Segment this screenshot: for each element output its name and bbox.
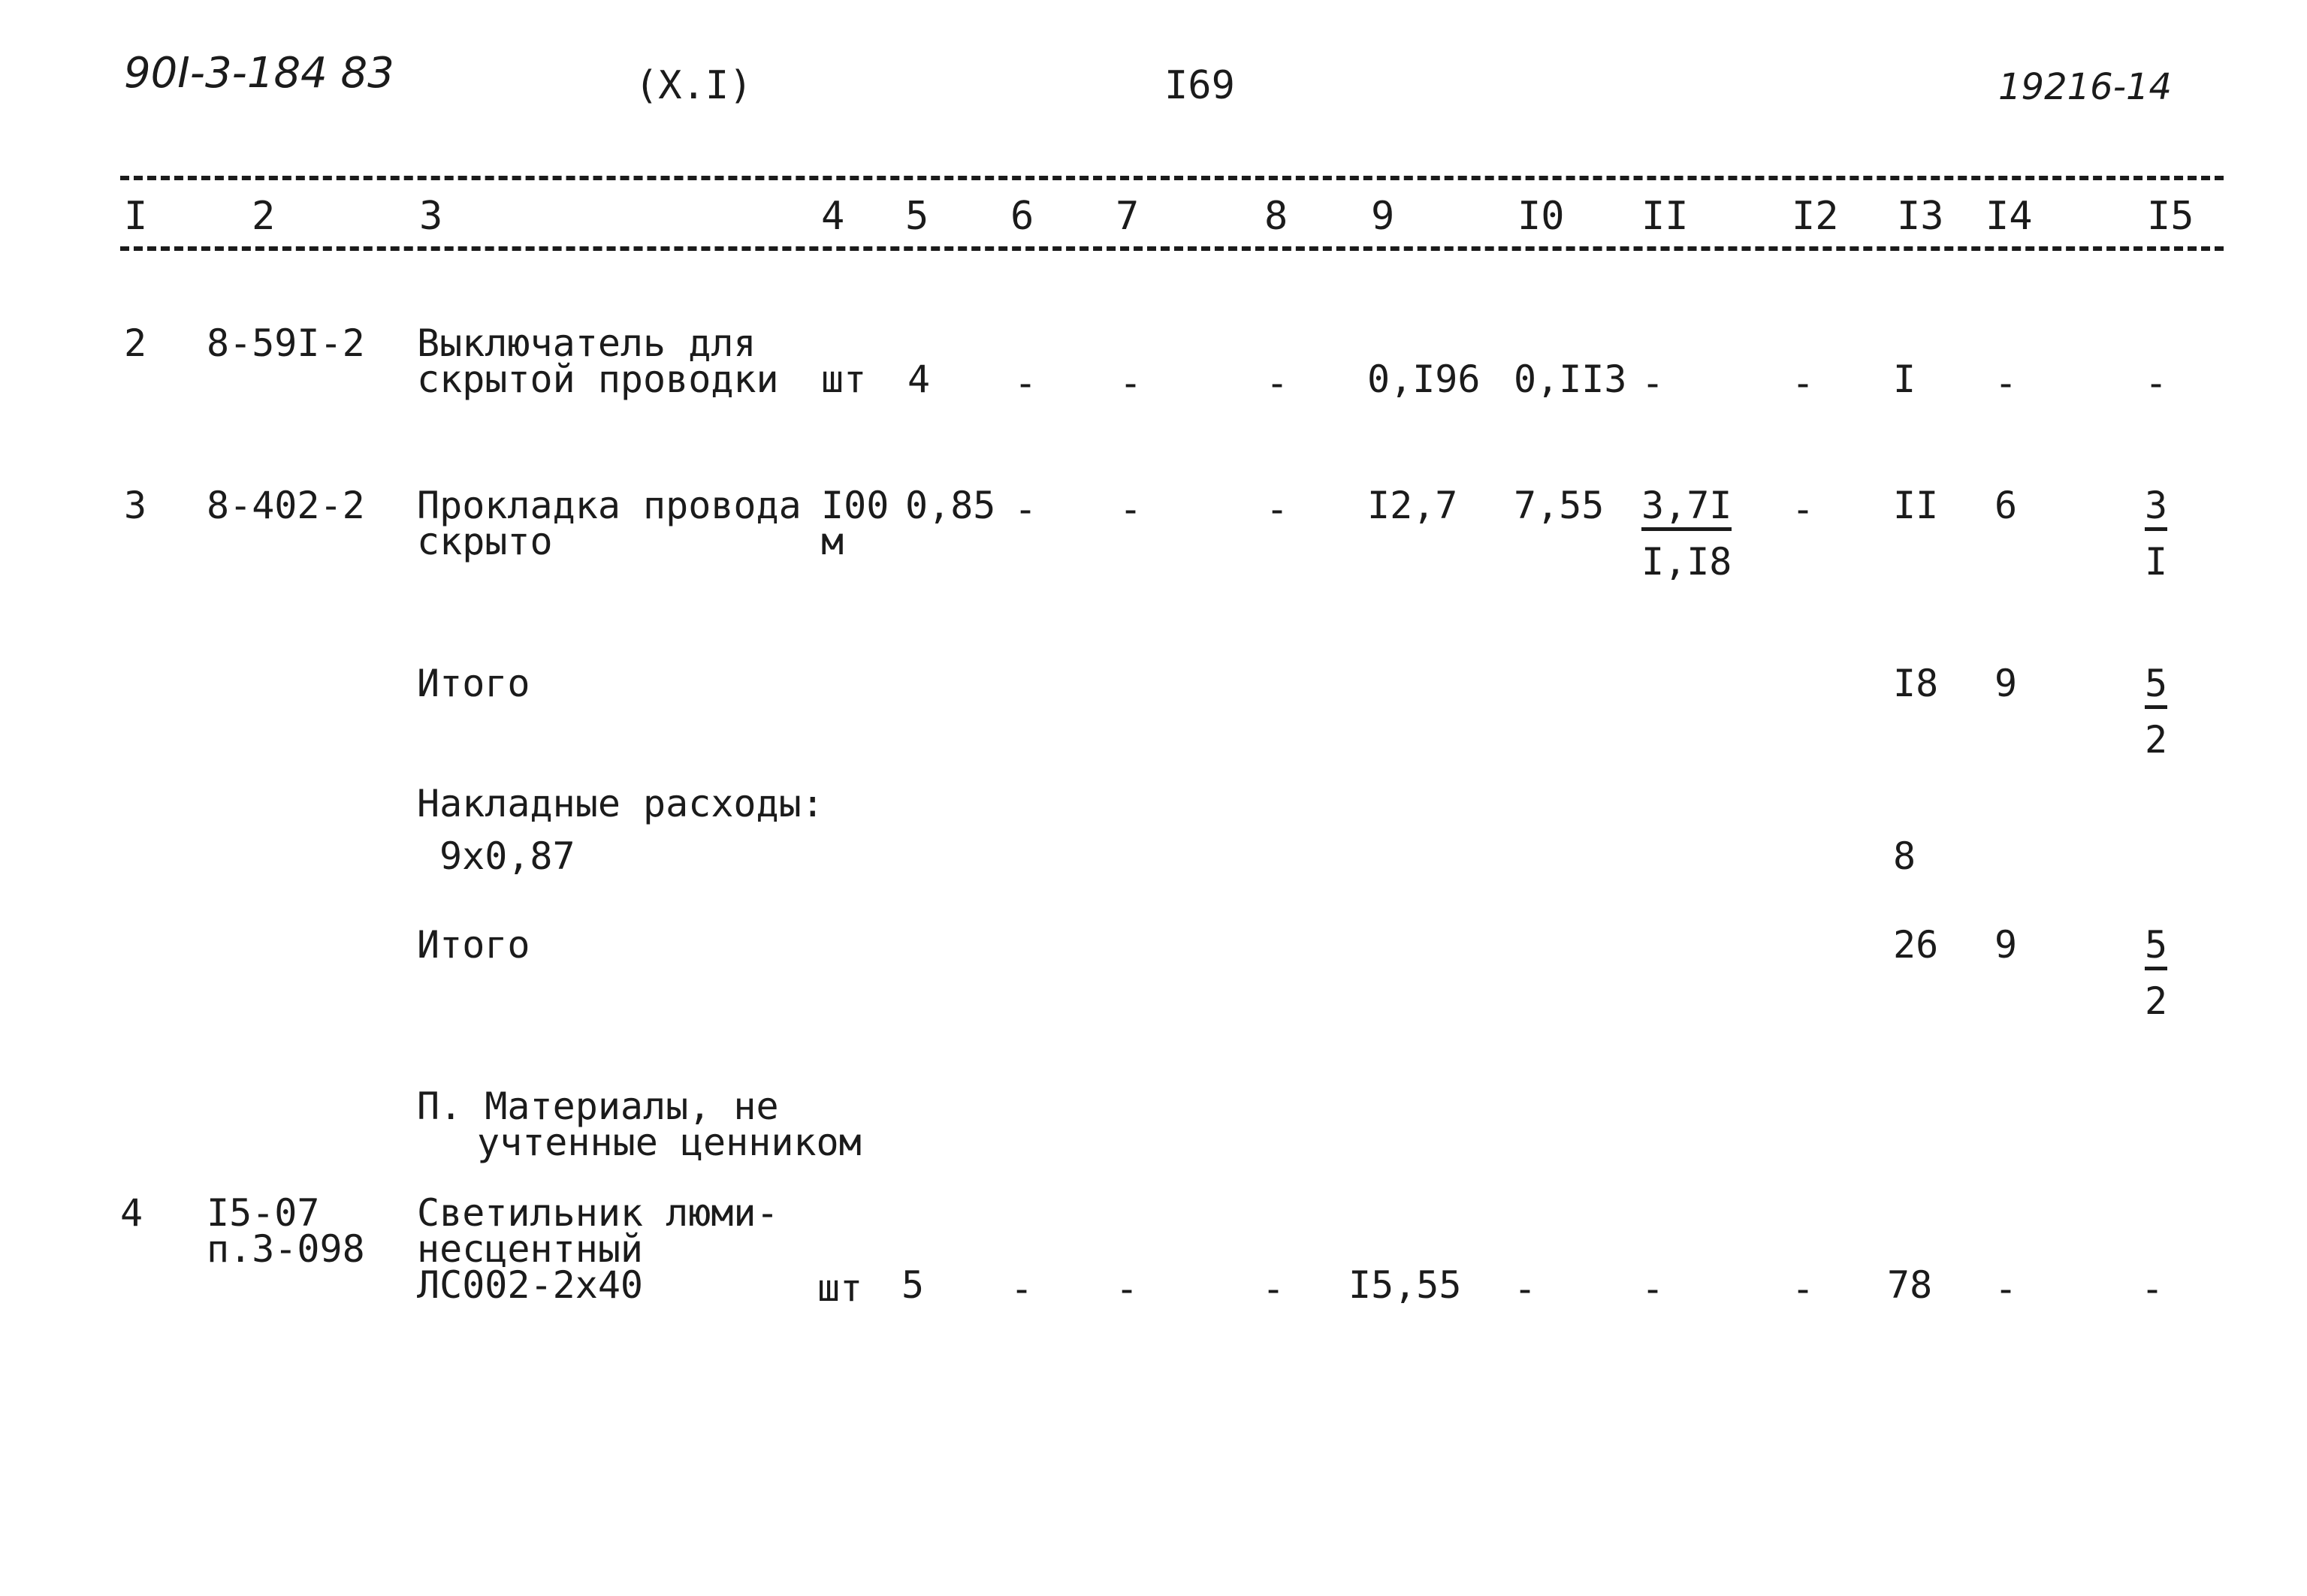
cell-col6: - <box>1014 361 1037 405</box>
cell-col8: - <box>1266 487 1289 531</box>
cell-col8: - <box>1262 1267 1285 1311</box>
fraction-col11 <box>1641 484 1732 584</box>
cell-col14: 9 <box>1994 923 2018 967</box>
cell-col11: - <box>1641 1267 1665 1311</box>
row-number: 4 <box>120 1191 143 1235</box>
quantity: 5 <box>901 1263 925 1307</box>
fraction-denominator: I <box>2145 540 2168 584</box>
cell-col10: 7,55 <box>1514 484 1605 527</box>
column-header: 3 <box>419 194 443 239</box>
cell-col14: - <box>1994 361 2018 405</box>
fraction-col15 <box>2145 484 2168 584</box>
item-name: Светильник люми- <box>417 1191 779 1235</box>
cell-col10: - <box>1514 1267 1537 1311</box>
price-code: 8-402-2 <box>207 484 365 527</box>
cell-col12: - <box>1792 1267 1815 1311</box>
column-header: 4 <box>821 194 845 239</box>
overhead-label: Накладные расходы: <box>417 782 824 825</box>
quantity: 4 <box>907 358 931 401</box>
fraction-denominator: 2 <box>2145 718 2168 762</box>
cell-col6: - <box>1014 487 1037 531</box>
cell-col11: - <box>1641 361 1665 405</box>
section-title: учтенные ценником <box>477 1121 862 1164</box>
document-code: 90I-3-184 83 <box>124 49 394 98</box>
fraction-denominator: I,I8 <box>1641 540 1732 584</box>
unit: шт <box>821 358 867 401</box>
cell-col14: 9 <box>1994 662 2018 705</box>
column-header: 2 <box>252 194 276 239</box>
column-header: 6 <box>1010 194 1034 239</box>
cell-col14: - <box>1994 1267 2018 1311</box>
cell-col8: - <box>1266 361 1289 405</box>
column-header: I5 <box>2147 194 2194 239</box>
cell-col7: - <box>1119 487 1143 531</box>
fraction-denominator: 2 <box>2145 979 2168 1023</box>
column-header: I4 <box>1985 194 2033 239</box>
cell-col9: I5,55 <box>1348 1263 1462 1307</box>
cell-col9: I2,7 <box>1367 484 1458 527</box>
cell-col12: - <box>1792 361 1815 405</box>
price-code: п.3-098 <box>207 1227 365 1271</box>
cell-col13: 26 <box>1893 923 1939 967</box>
unit: шт <box>817 1266 863 1310</box>
cell-col13: I <box>1893 358 1916 401</box>
cell-col13: 78 <box>1887 1263 1933 1307</box>
row-number: 2 <box>124 321 147 365</box>
fraction-numerator: 3 <box>2145 487 2167 531</box>
price-code: 8-59I-2 <box>207 321 365 365</box>
column-header: I2 <box>1792 194 1839 239</box>
column-header: 9 <box>1371 194 1395 239</box>
fraction-numerator: 3,7I <box>1641 487 1732 531</box>
column-header: 7 <box>1116 194 1140 239</box>
cell-col14: 6 <box>1994 484 2018 527</box>
fraction-numerator: 5 <box>2145 665 2167 709</box>
cell-col13: I8 <box>1893 662 1939 705</box>
column-header: I0 <box>1517 194 1565 239</box>
section-title: П. Материалы, не <box>417 1085 779 1128</box>
fraction-numerator: 5 <box>2145 926 2167 970</box>
header-rule-top <box>120 176 2224 180</box>
cell-col12: - <box>1792 487 1815 531</box>
column-header: 8 <box>1264 194 1288 239</box>
row-number: 3 <box>124 484 147 527</box>
subtotal-label: Итого <box>417 923 530 967</box>
fraction-col15 <box>2145 662 2168 762</box>
fraction-col15 <box>2145 923 2168 1023</box>
item-name: скрытой проводки <box>417 358 779 401</box>
overhead-formula: 9х0,87 <box>439 834 575 878</box>
cell-col7: - <box>1119 361 1143 405</box>
header-rule-bottom <box>120 246 2224 251</box>
cell-col6: - <box>1010 1267 1034 1311</box>
column-header: 5 <box>905 194 929 239</box>
section-code: (X.I) <box>635 63 753 108</box>
item-name: Прокладка провода <box>417 484 802 527</box>
column-header: II <box>1641 194 1689 239</box>
cell-col15: - <box>2145 361 2168 405</box>
quantity: 0,85 <box>905 484 996 527</box>
item-name: несцентный <box>417 1227 644 1271</box>
cell-col7: - <box>1116 1267 1139 1311</box>
column-header: I3 <box>1897 194 1944 239</box>
column-header: I <box>124 194 148 239</box>
item-name: ЛС002-2х40 <box>417 1263 644 1307</box>
unit: м <box>821 520 844 563</box>
subtotal-label: Итого <box>417 662 530 705</box>
item-name: скрыто <box>417 520 553 563</box>
unit: I00 <box>821 484 889 527</box>
cell-col13: II <box>1893 484 1939 527</box>
item-name: Выключатель для <box>417 321 756 365</box>
price-code: I5-07 <box>207 1191 320 1235</box>
cell-col15: - <box>2141 1267 2164 1311</box>
page-number: I69 <box>1164 63 1235 108</box>
cell-col13: 8 <box>1893 834 1916 878</box>
cell-col9: 0,I96 <box>1367 358 1481 401</box>
cell-col10: 0,II3 <box>1514 358 1627 401</box>
archive-number: 19216-14 <box>1998 66 2173 108</box>
